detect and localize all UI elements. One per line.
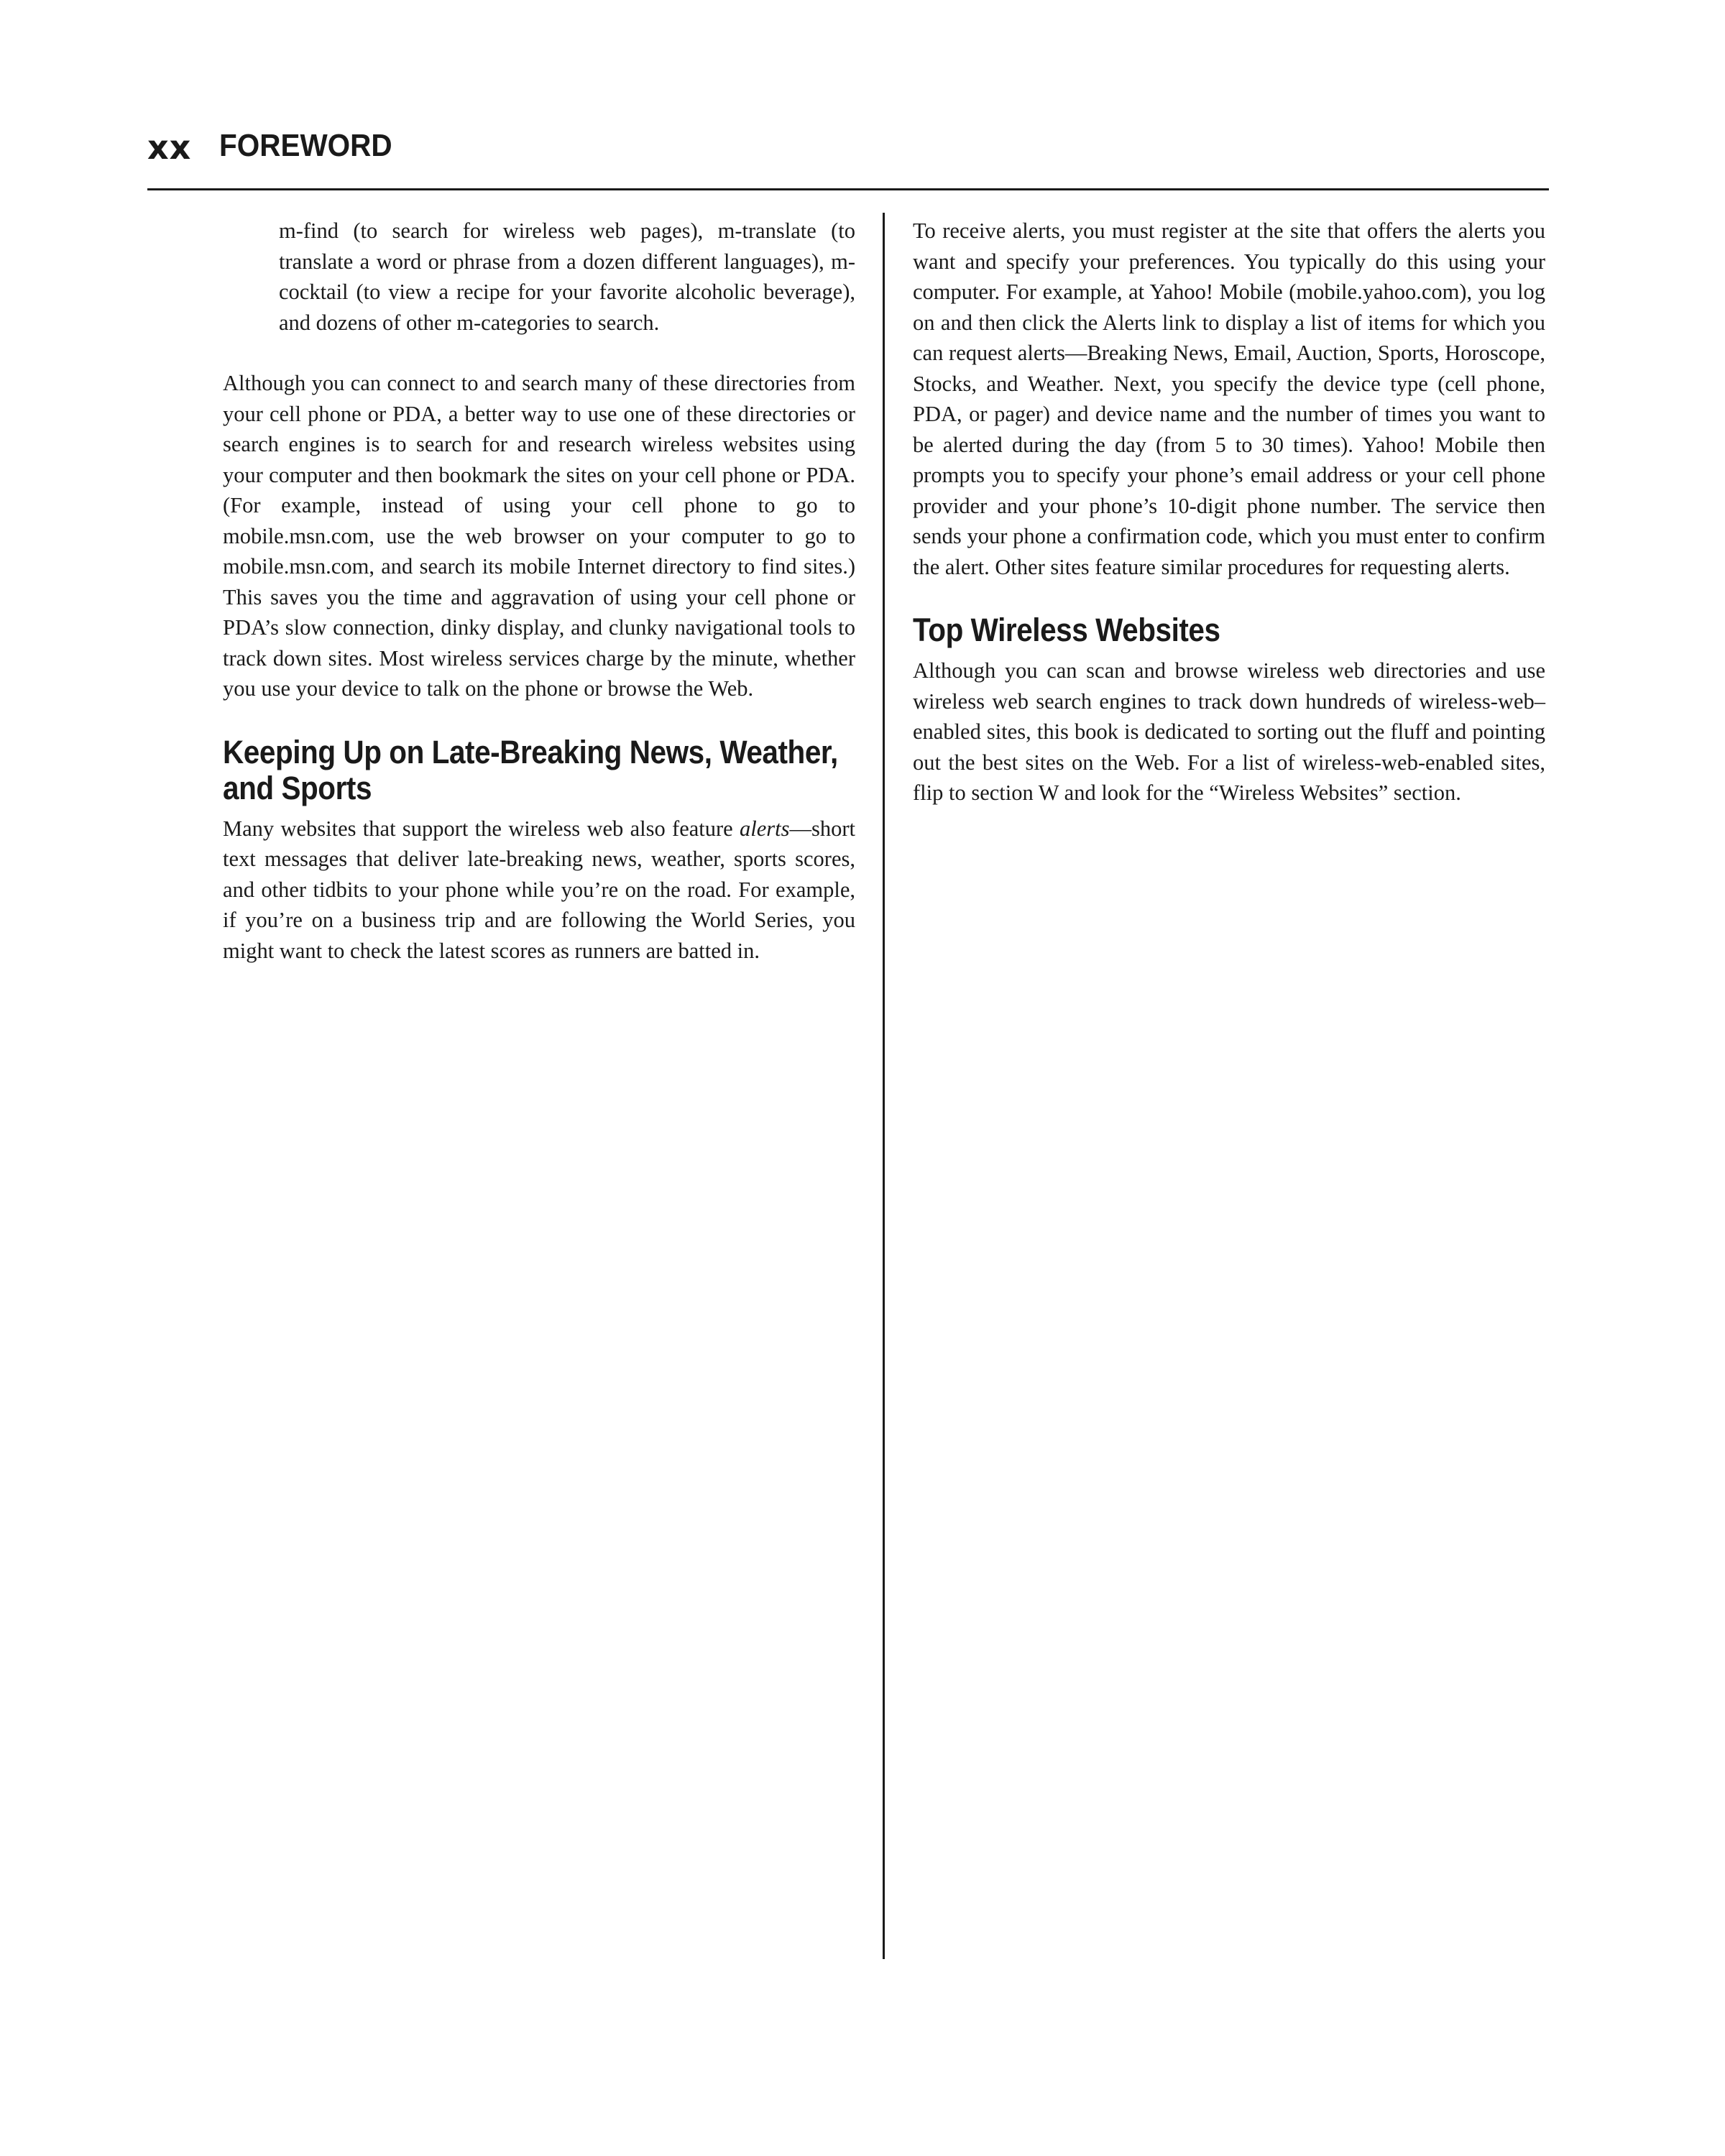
left-column xyxy=(223,216,855,996)
running-head xyxy=(147,124,1549,190)
column-divider xyxy=(883,213,885,1959)
chapter-title: FOREWORD xyxy=(219,128,392,163)
list-continuation: m-find (to search for wireless web pages), m-translate (to translate a word or phrase from a dozen different languages), m-cocktail (to view a recipe for your favorite alcoholic beverage), and dozens of other m-categories to search. xyxy=(279,218,855,335)
section-heading: Keeping Up on Late-Breaking News, Weather, and Sports xyxy=(223,733,838,806)
paragraph-text: —short text messages that deliver late-breaking news, weather, sports scores, and other tidbits to your phone while you’re on the road. For example, if you’re on a business trip and are following the World Series, you might want to check the latest scores as runners are batted in. xyxy=(223,816,855,963)
page-number: xx xyxy=(147,128,192,167)
body-paragraph: To receive alerts, you must register at the site that offers the alerts you want and specify your preferences. You typically do this using your computer. For example, at Yahoo! Mobile (mobile.yahoo.com), you log on and then click the Alerts link to display a list of items for which you can request alerts—Breaking News, Email, Auction, Sports, Horoscope, Stocks, and Weather. Next, you specify the device type (cell phone, PDA, or pager) and device name and the number of times you want to be alerted during the day (from 5 to 30 times). Yahoo! Mobile then prompts you to specify your phone’s email address or your cell phone provider and your phone’s 10-digit phone number. The service then sends your phone a confirmation code, which you must enter to confirm the alert. Other sites feature similar procedures for requesting alerts. xyxy=(913,218,1545,579)
body-paragraph xyxy=(223,814,855,967)
section-heading: Top Wireless Websites xyxy=(913,612,1220,648)
paragraph-text: Many websites that support the wireless web also feature xyxy=(223,816,740,841)
body-paragraph: Although you can scan and browse wireless web directories and use wireless web search engines to track down hundreds of wireless-web–enabled sites, this book is dedicated to sorting out the fluff and pointing out the best sites on the Web. For a list of wireless-web-enabled sites, flip to section W and look for the “Wireless Websites” section. xyxy=(913,658,1545,805)
italic-term: alerts xyxy=(740,816,790,841)
right-column xyxy=(913,216,1545,839)
body-paragraph: Although you can connect to and search many of these directories from your cell phone or PDA, a better way to use one of these directories or search engines is to search for and research wireless websites using your computer and then bookmark the sites on your cell phone or PDA. (For example, instead of using your cell phone to go to mobile.msn.com, use the web browser on your computer to go to mobile.msn.com, and search its mobile Internet directory to find sites.) This saves you the time and aggravation of using your cell phone or PDA’s slow connection, dinky display, and clunky navigational tools to track down sites. Most wireless services charge by the minute, whether you use your device to talk on the phone or browse the Web. xyxy=(223,371,855,701)
